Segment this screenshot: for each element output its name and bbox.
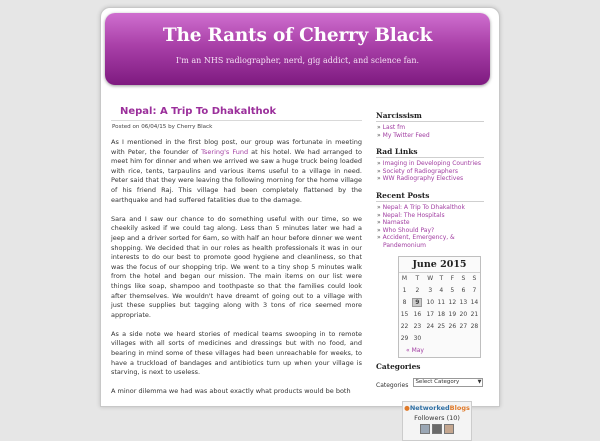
calendar-weekday: F (450, 275, 455, 283)
calendar-day: 22 (400, 323, 409, 331)
post-meta: Posted on 06/04/15 by Cherry Black (112, 124, 213, 130)
calendar-day: 18 (437, 311, 446, 319)
calendar-day: 11 (437, 299, 446, 307)
calendar-day: 6 (461, 287, 466, 295)
calendar-day: 17 (426, 311, 435, 319)
calendar-day: 29 (400, 335, 409, 343)
post-paragraph: As a side note we heard stories of medical teams swooping in to remote villages with all sorts of medicines and dressings but with no food, and bearing in mind some of these villages had been unreachable for weeks, to have a truckload of bandages and antibiotics turn up when your village is starving, is next to useless. (111, 329, 362, 377)
networked-blogs-logo-suffix: Blogs (449, 403, 470, 412)
calendar-day: 12 (448, 299, 457, 307)
categories-row (376, 372, 484, 391)
avatar[interactable] (444, 424, 454, 434)
networked-blogs-widget[interactable] (402, 401, 472, 441)
follower-avatars (403, 424, 471, 434)
calendar-weekday: S (461, 275, 466, 283)
rad-links-list (376, 160, 484, 183)
calendar-day[interactable]: 9 (410, 297, 425, 309)
calendar-weekday: T (415, 275, 420, 283)
networked-blogs-icon: ● (404, 403, 410, 412)
calendar-day: 8 (402, 299, 407, 307)
recent-post-link[interactable]: » Nepal: A Trip To Dhakalthok (377, 203, 465, 211)
calendar-week (399, 321, 480, 333)
calendar-weekdays (399, 273, 480, 285)
recent-post-link[interactable]: » Nepal: The Hospitals (377, 211, 445, 219)
post-text: at his hotel. We had arranged to meet him for dinner and when we arrived we saw a huge truck being loaded with rice, tents, tarpaulins and various items useful to a village in need. Peter said that they were leaving the following morning for the home village of his friend Raj. This village had been completely flattened by the earthquake and had suffered fatalities due to the damage. (111, 147, 362, 204)
avatar[interactable] (432, 424, 442, 434)
networked-blogs-logo-prefix: Networked (409, 403, 450, 412)
networked-blogs-logo (403, 404, 471, 412)
chevron-down-icon: ▼ (477, 378, 482, 385)
tserings-fund-link[interactable]: Tsering's Fund (201, 147, 249, 156)
sidebar-link-lastfm[interactable]: » Last fm (377, 124, 406, 131)
calendar-day (425, 333, 436, 345)
sidebar (376, 111, 484, 441)
calendar-day: 21 (470, 311, 479, 319)
recent-post-link[interactable]: » Who Should Pay? (377, 226, 435, 234)
calendar-week (399, 309, 480, 321)
calendar-day (447, 333, 458, 345)
post-body (111, 138, 362, 397)
calendar-day: 13 (459, 299, 468, 307)
calendar-weekday: M (401, 275, 408, 283)
calendar-week (399, 297, 480, 309)
calendar-table (399, 273, 480, 345)
calendar-day: 25 (437, 323, 446, 331)
calendar-day: 3 (428, 287, 433, 295)
calendar-day: 19 (448, 311, 457, 319)
calendar-day: 7 (472, 287, 477, 295)
calendar-day: 14 (470, 299, 479, 307)
calendar-day: 23 (413, 323, 422, 331)
calendar-day: 4 (439, 287, 444, 295)
post-paragraph (111, 138, 362, 205)
categories-selected-value: Select Category (415, 378, 460, 385)
site-description: I'm an NHS radiographer, nerd, gig addict, and science fan. (175, 56, 420, 65)
calendar-day: 2 (415, 287, 420, 295)
calendar-day: 16 (413, 311, 422, 319)
networked-blogs-followers[interactable]: Followers (10) (414, 413, 460, 422)
recent-post-link[interactable]: » Namaste (377, 219, 410, 227)
rad-links-heading: Rad Links (376, 147, 484, 158)
narcissism-list (376, 124, 484, 139)
calendar-day: 10 (426, 299, 435, 307)
calendar-day: 24 (426, 323, 435, 331)
recent-post-link-continued[interactable]: Pandemonium (383, 241, 426, 249)
post-paragraph: A minor dilemma we had was about exactly what products would be both (111, 387, 351, 396)
avatar[interactable] (420, 424, 430, 434)
calendar-day: 1 (402, 287, 407, 295)
calendar-week (399, 333, 480, 345)
calendar-day: 15 (400, 311, 409, 319)
categories-heading: Categories (376, 361, 421, 371)
sidebar-link-imaging[interactable]: » Imaging in Developing Countries (377, 160, 481, 168)
calendar-day: 26 (448, 323, 457, 331)
calendar-day: 5 (450, 287, 455, 295)
post-paragraph: Sara and I saw our chance to do something useful with our time, so we cheekily asked if we could tag along. Less than 5 minutes later we had a jeep and a driver sorted for 6am, so with half an hour before dinner we went shopping. We decided that in our roles as health professionals it was in our interests to do our best to promote good hygiene and cleanliness, so that was the focus of our shopping trip. We went to a tiny shop 5 minutes walk from the hotel and began our mission. The main items on our list were things like soap, shampoo and toothpaste so that the families could look after themselves. We wouldn't have dreamt of going out to a village with just these supplies but tagging along with 3 tons of rice seemed more appropriate. (111, 214, 362, 319)
main-content (111, 106, 362, 407)
sidebar-link-sor[interactable]: » Society of Radiographers (377, 167, 459, 175)
site-header (105, 13, 490, 85)
calendar-day (469, 333, 480, 345)
calendar-day (458, 333, 469, 345)
calendar-day: 28 (470, 323, 479, 331)
calendar-weekday: S (472, 275, 477, 283)
post-title-divider (111, 120, 362, 121)
calendar-days (399, 285, 480, 345)
calendar-day: 30 (413, 335, 422, 343)
calendar-day: 27 (459, 323, 468, 331)
sidebar-link-twitter[interactable]: » My Twitter Feed (377, 131, 430, 139)
site-title[interactable]: The Rants of Cherry Black (162, 25, 433, 46)
calendar-week (399, 285, 480, 297)
sidebar-link-electives[interactable]: » WW Radiography Electives (377, 175, 464, 183)
post-text: As I mentioned in the first blog post, our group was fortunate in meeting with Peter, the founder of (111, 138, 362, 156)
calendar-day: 20 (459, 311, 468, 319)
calendar-caption: June 2015 (399, 257, 480, 273)
recent-posts-list (376, 204, 484, 250)
post-title[interactable]: Nepal: A Trip To Dhakalthok (120, 106, 277, 117)
recent-posts-heading: Recent Posts (376, 191, 484, 202)
calendar-prev-month-link[interactable]: « May (406, 346, 424, 354)
categories-label: Categories (376, 381, 409, 389)
narcissism-heading: Narcissism (376, 111, 484, 122)
calendar-weekday: T (439, 275, 444, 283)
calendar-weekday: W (427, 275, 434, 283)
recent-post-link[interactable]: » Accident, Emergency, & (377, 234, 455, 242)
categories-dropdown[interactable] (413, 378, 483, 387)
calendar-day (436, 333, 447, 345)
calendar-widget (398, 256, 481, 358)
